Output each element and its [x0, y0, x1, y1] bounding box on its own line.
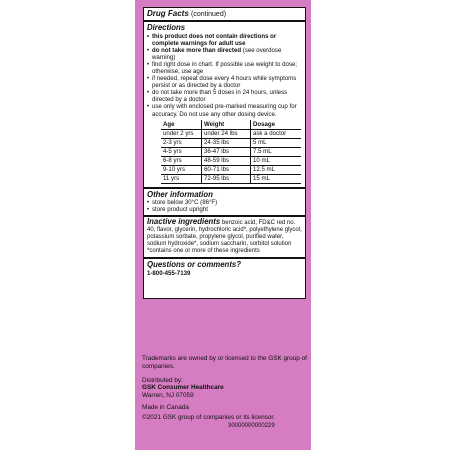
table-cell: 36-47 lbs: [202, 147, 251, 156]
table-cell: 60-71 lbs: [202, 165, 251, 174]
inactive-ingredients-text: benzoic acid, FD&C red no. 40, flavor, glycerin, hydrochloric acid*, polyethylene glycol, potassium sorbate, propylene glycol, purified water, sodium hydroxide*, sodium saccharin, sorbitol solution: [147, 220, 302, 248]
inactive-ingredients-title: Inactive ingredients: [147, 217, 221, 227]
dosing-table: [161, 120, 301, 184]
table-cell: 12.5 mL: [251, 165, 302, 174]
copyright: ©2021 GSK group of companies or its licensor.: [142, 413, 275, 421]
inactive-ingredients-section: [144, 217, 305, 257]
directions-title: Directions: [147, 23, 186, 32]
other-information-section: [144, 189, 305, 216]
column-header-dosage: Dosage: [251, 120, 302, 130]
table-row: [161, 138, 301, 147]
lot-number: 30000000000229: [228, 423, 275, 429]
trademark-notice: Trademarks are owned by or licensed to the GSK group of companies.: [142, 355, 307, 370]
other-information-title: Other information: [147, 189, 213, 199]
column-header-weight: Weight: [202, 120, 251, 130]
overdose-warning-note: (see overdose warning): [152, 46, 282, 61]
list-item: • store product upright: [147, 206, 302, 213]
company-name: GSK Consumer Healthcare: [142, 384, 224, 392]
made-in: Made in Canada: [142, 403, 189, 411]
drug-facts-label: [143, 7, 306, 299]
list-item: • if needed, repeat dose every 4 hours while symptoms persist or as directed by a doctor: [147, 75, 302, 89]
directions-section: [144, 22, 305, 187]
distributed-by-label: Distributed by:: [142, 376, 183, 384]
table-cell: 4-5 yrs: [161, 147, 202, 156]
column-header-age: Age: [161, 120, 202, 130]
distributor-block: [142, 377, 307, 400]
inactive-ingredients-note: *contains one or more of these ingredients: [147, 248, 260, 255]
list-item: • do not take more than 5 doses in 24 hours, unless directed by a doctor: [147, 89, 302, 103]
table-row: [161, 147, 301, 156]
table-cell: 2-3 yrs: [161, 138, 202, 147]
list-item: • use only with enclosed pre-marked measuring cup for accuracy. Do not use any other dosing device.: [147, 103, 302, 117]
table-cell: 10 mL: [251, 156, 302, 165]
table-cell: 24-35 lbs: [202, 138, 251, 147]
table-cell: 15 mL: [251, 174, 302, 183]
list-item: • find right dose in chart. If possible use weight to dose; otherwise, use age: [147, 61, 302, 75]
questions-title: Questions or comments?: [147, 260, 242, 270]
list-item: • store below 30°C (86°F): [147, 199, 302, 206]
company-address: Warren, NJ 07059: [142, 392, 194, 400]
table-row: [161, 174, 301, 183]
other-information-list: [147, 199, 302, 213]
table-cell: 7.5 mL: [251, 147, 302, 156]
table-cell: 5 mL: [251, 138, 302, 147]
directions-list: [147, 33, 302, 118]
drug-facts-continued: (continued): [191, 11, 227, 18]
drug-facts-title: Drug Facts: [147, 9, 189, 18]
table-row: [161, 156, 301, 165]
drug-facts-header: [144, 8, 305, 20]
table-cell: ask a doctor: [251, 129, 302, 138]
table-row: [161, 165, 301, 174]
table-cell: under 24 lbs: [202, 129, 251, 138]
table-cell: 48-59 lbs: [202, 156, 251, 165]
table-cell: 72-95 lbs: [202, 174, 251, 183]
list-item: • this product does not contain directions or complete warnings for adult use: [147, 33, 302, 47]
phone-number: 1-800-455-7139: [147, 269, 191, 277]
package-footer: [142, 355, 307, 428]
table-header-row: [161, 120, 301, 130]
table-cell: 11 yrs: [161, 174, 202, 183]
table-row: [161, 129, 301, 138]
list-item: [147, 47, 302, 61]
overdose-warning-bold: do not take more than directed: [152, 46, 242, 54]
table-cell: 6-8 yrs: [161, 156, 202, 165]
questions-section: [144, 259, 305, 279]
table-cell: 9-10 yrs: [161, 165, 202, 174]
table-cell: under 2 yrs: [161, 129, 202, 138]
